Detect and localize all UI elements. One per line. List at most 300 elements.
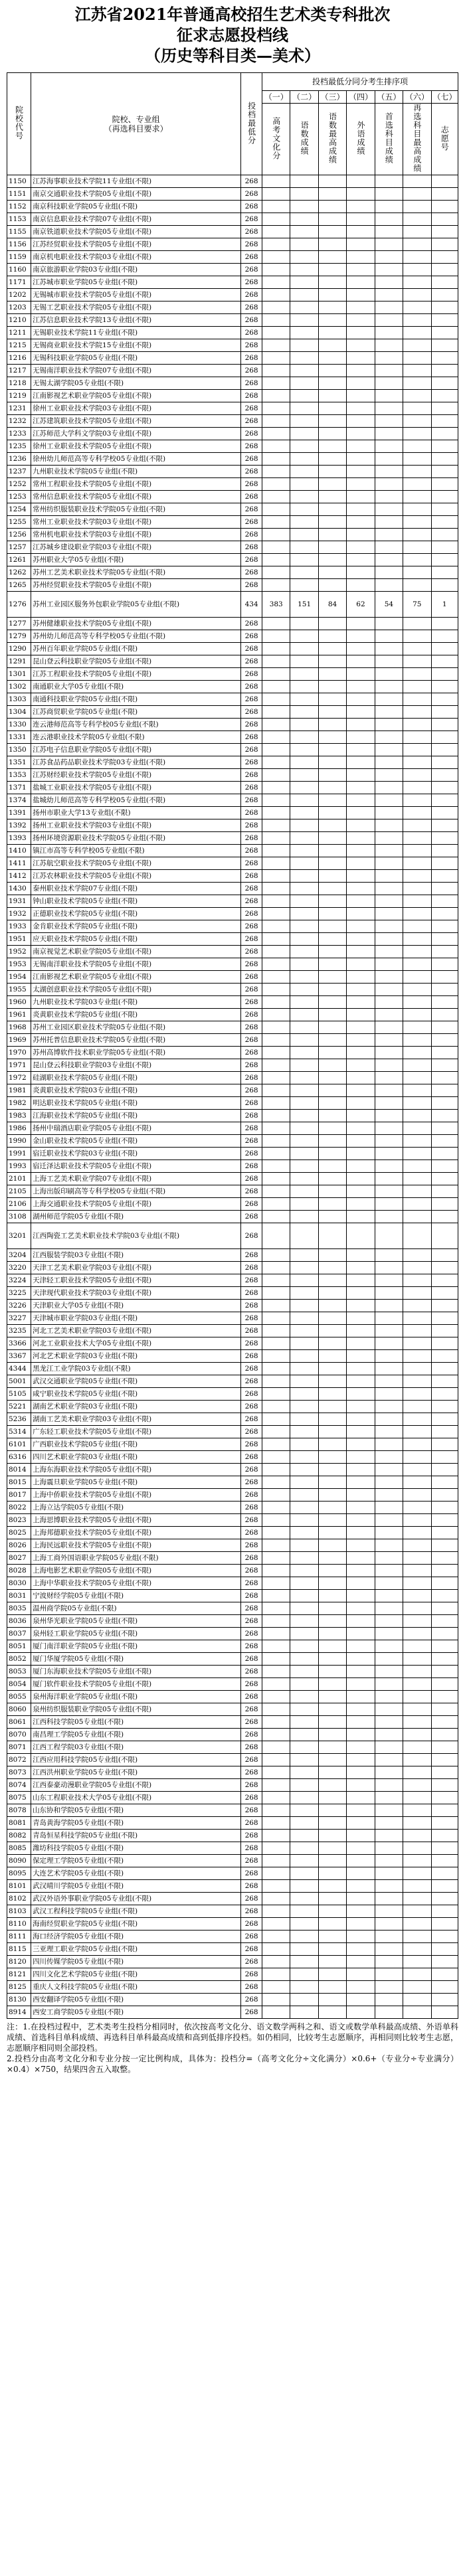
table-row — [7, 1274, 458, 1287]
row-rank-1 — [262, 1047, 290, 1059]
row-name: 上海工艺美术职业学院07专业组(不限) — [31, 1173, 241, 1185]
row-rank-3 — [318, 251, 346, 264]
row-rank-3 — [318, 1084, 346, 1097]
row-rank-6 — [403, 1830, 431, 1842]
row-name: 钟山职业技术学院05专业组(不限) — [31, 895, 241, 908]
row-rank-4 — [347, 1110, 375, 1122]
row-rank-2 — [290, 1691, 318, 1703]
row-score: 268 — [241, 1337, 262, 1350]
row-rank-2 — [290, 1148, 318, 1160]
row-score: 268 — [241, 1867, 262, 1880]
row-rank-4 — [347, 1185, 375, 1198]
row-name: 宿迁泽达职业技术学院05专业组(不限) — [31, 1160, 241, 1173]
row-rank-2 — [290, 1880, 318, 1893]
row-rank-6 — [403, 529, 431, 541]
row-rank-2 — [290, 1754, 318, 1766]
row-score: 268 — [241, 1072, 262, 1084]
row-name: 厦门软件职业技术学院05专业组(不限) — [31, 1678, 241, 1691]
row-rank-1 — [262, 1502, 290, 1514]
row-rank-7 — [431, 1703, 458, 1716]
row-code: 2101 — [7, 1173, 31, 1185]
row-rank-4 — [347, 428, 375, 440]
row-name: 镇江市高等专科学校05专业组(不限) — [31, 845, 241, 857]
row-rank-4 — [347, 1905, 375, 1918]
row-rank-6 — [403, 1931, 431, 1943]
row-rank-4 — [347, 1426, 375, 1438]
row-name: 炎黄职业技术学院03专业组(不限) — [31, 1084, 241, 1097]
row-rank-3 — [318, 1867, 346, 1880]
row-code: 1951 — [7, 933, 31, 946]
table-row — [7, 1034, 458, 1047]
row-rank-6 — [403, 1880, 431, 1893]
row-rank-2 — [290, 1198, 318, 1211]
table-row — [7, 1262, 458, 1274]
row-rank-7 — [431, 238, 458, 251]
row-rank-1 — [262, 984, 290, 996]
row-rank-7 — [431, 1211, 458, 1223]
row-rank-6 — [403, 1741, 431, 1754]
row-rank-7 — [431, 1363, 458, 1375]
row-rank-3 — [318, 1401, 346, 1413]
row-rank-1 — [262, 1312, 290, 1325]
row-code: 8095 — [7, 1867, 31, 1880]
row-rank-1 — [262, 1703, 290, 1716]
row-name: 江苏航空职业技术学院05专业组(不限) — [31, 857, 241, 870]
row-rank-5 — [375, 870, 403, 883]
row-rank-6 — [403, 618, 431, 630]
row-rank-4 — [347, 251, 375, 264]
table-row — [7, 314, 458, 327]
row-rank-7 — [431, 1135, 458, 1148]
row-rank-5 — [375, 238, 403, 251]
row-rank-1 — [262, 1021, 290, 1034]
row-score: 268 — [241, 807, 262, 819]
row-rank-3 — [318, 1804, 346, 1817]
row-rank-1 — [262, 390, 290, 402]
row-rank-7 — [431, 1274, 458, 1287]
row-rank-7 — [431, 1754, 458, 1766]
table-row — [7, 984, 458, 996]
row-rank-7 — [431, 1968, 458, 1981]
table-row — [7, 1741, 458, 1754]
row-name: 南京信息职业技术学院07专业组(不限) — [31, 213, 241, 226]
row-rank-7 — [431, 1185, 458, 1198]
row-code: 1351 — [7, 756, 31, 769]
row-code: 1993 — [7, 1160, 31, 1173]
row-name: 厦门南洋职业学院05专业组(不限) — [31, 1640, 241, 1653]
row-rank-2 — [290, 1312, 318, 1325]
row-rank-4 — [347, 1072, 375, 1084]
row-rank-6 — [403, 1640, 431, 1653]
row-rank-3 — [318, 1438, 346, 1451]
row-rank-6 — [403, 744, 431, 756]
row-rank-2 — [290, 1994, 318, 2006]
row-rank-4 — [347, 933, 375, 946]
row-rank-6 — [403, 756, 431, 769]
row-rank-5 — [375, 402, 403, 415]
row-rank-2 — [290, 1160, 318, 1173]
row-rank-1 — [262, 1337, 290, 1350]
row-rank-5 — [375, 541, 403, 554]
row-rank-2 — [290, 1905, 318, 1918]
row-rank-1 — [262, 1678, 290, 1691]
row-score: 268 — [241, 1931, 262, 1943]
table-row — [7, 1766, 458, 1779]
table-row — [7, 226, 458, 238]
row-rank-6 — [403, 1249, 431, 1262]
table-row — [7, 883, 458, 895]
row-rank-7 — [431, 478, 458, 491]
row-name: 金肯职业技术学院05专业组(不限) — [31, 920, 241, 933]
row-rank-1 — [262, 1931, 290, 1943]
row-score: 268 — [241, 1527, 262, 1539]
row-rank-6 — [403, 264, 431, 276]
row-code: 1252 — [7, 478, 31, 491]
row-rank-5 — [375, 1489, 403, 1502]
row-rank-1 — [262, 415, 290, 428]
row-rank-3 — [318, 1653, 346, 1666]
row-score: 268 — [241, 870, 262, 883]
row-rank-5 — [375, 1905, 403, 1918]
row-rank-4 — [347, 415, 375, 428]
row-score: 268 — [241, 1615, 262, 1628]
row-rank-5 — [375, 566, 403, 579]
row-rank-6 — [403, 857, 431, 870]
row-code: 1301 — [7, 668, 31, 681]
row-code: 1155 — [7, 226, 31, 238]
row-code: 1253 — [7, 491, 31, 503]
row-code: 3225 — [7, 1287, 31, 1300]
row-score: 268 — [241, 1300, 262, 1312]
row-rank-6 — [403, 466, 431, 478]
row-code: 8028 — [7, 1565, 31, 1577]
row-name: 广西职业技术学院05专业组(不限) — [31, 1438, 241, 1451]
row-rank-3 — [318, 845, 346, 857]
row-rank-4 — [347, 1274, 375, 1287]
row-rank-7 — [431, 1401, 458, 1413]
row-name: 江苏农林职业技术学院05专业组(不限) — [31, 870, 241, 883]
row-rank-6 — [403, 327, 431, 339]
row-rank-3 — [318, 478, 346, 491]
row-rank-3 — [318, 201, 346, 213]
row-rank-6 — [403, 1160, 431, 1173]
row-code: 8015 — [7, 1476, 31, 1489]
header-tiebreak: 投档最低分同分考生排序项 — [262, 73, 458, 91]
row-rank-1 — [262, 352, 290, 365]
row-code: 1203 — [7, 301, 31, 314]
row-score: 268 — [241, 782, 262, 794]
row-rank-7 — [431, 706, 458, 719]
row-rank-3: 84 — [318, 592, 346, 618]
row-rank-5 — [375, 1653, 403, 1666]
row-rank-2 — [290, 996, 318, 1009]
table-row — [7, 1918, 458, 1931]
header-rank-6: （六） — [403, 91, 431, 104]
row-code: 1256 — [7, 529, 31, 541]
row-score: 268 — [241, 719, 262, 731]
row-rank-7 — [431, 352, 458, 365]
row-rank-6 — [403, 1350, 431, 1363]
row-rank-7 — [431, 1312, 458, 1325]
row-code: 1202 — [7, 289, 31, 301]
row-rank-4 — [347, 1223, 375, 1249]
row-rank-4 — [347, 1337, 375, 1350]
row-rank-6 — [403, 655, 431, 668]
row-rank-2 — [290, 794, 318, 807]
row-rank-2 — [290, 377, 318, 390]
row-rank-5 — [375, 1009, 403, 1021]
row-name: 江苏城市职业学院05专业组(不限) — [31, 276, 241, 289]
row-rank-3 — [318, 1122, 346, 1135]
row-score: 268 — [241, 1274, 262, 1287]
row-rank-4 — [347, 1830, 375, 1842]
row-rank-6 — [403, 1211, 431, 1223]
row-name: 苏州幼儿师范高等专科学校05专业组(不限) — [31, 630, 241, 643]
row-name: 厦门华厦学院05专业组(不限) — [31, 1653, 241, 1666]
row-score: 268 — [241, 1021, 262, 1034]
row-rank-1 — [262, 1527, 290, 1539]
row-rank-2 — [290, 1388, 318, 1401]
row-rank-3 — [318, 1678, 346, 1691]
row-rank-2 — [290, 958, 318, 971]
row-score: 268 — [241, 188, 262, 201]
row-rank-5 — [375, 1577, 403, 1590]
row-rank-7 — [431, 327, 458, 339]
row-rank-7 — [431, 1842, 458, 1855]
row-code: 8130 — [7, 1994, 31, 2006]
row-rank-5 — [375, 175, 403, 188]
row-rank-3 — [318, 1943, 346, 1956]
row-rank-7 — [431, 1994, 458, 2006]
row-score: 268 — [241, 453, 262, 466]
row-rank-5 — [375, 1325, 403, 1337]
row-rank-1 — [262, 870, 290, 883]
row-rank-6 — [403, 1842, 431, 1855]
row-code: 8052 — [7, 1653, 31, 1666]
row-rank-5 — [375, 946, 403, 958]
row-rank-4 — [347, 1842, 375, 1855]
header-name — [31, 73, 241, 175]
table-row — [7, 794, 458, 807]
row-rank-1 — [262, 1173, 290, 1185]
row-rank-6 — [403, 1981, 431, 1994]
row-rank-6 — [403, 1097, 431, 1110]
row-name: 重庆人文科技学院05专业组(不限) — [31, 1981, 241, 1994]
row-rank-6 — [403, 1703, 431, 1716]
row-rank-1 — [262, 744, 290, 756]
row-rank-5 — [375, 1350, 403, 1363]
row-rank-6 — [403, 1855, 431, 1867]
row-rank-5 — [375, 1615, 403, 1628]
row-rank-2 — [290, 1287, 318, 1300]
row-score: 268 — [241, 1716, 262, 1729]
row-rank-6 — [403, 1325, 431, 1337]
row-rank-2 — [290, 516, 318, 529]
row-rank-3 — [318, 996, 346, 1009]
row-name: 连云港职业技术学院05专业组(不限) — [31, 731, 241, 744]
row-score: 268 — [241, 832, 262, 845]
row-rank-6 — [403, 352, 431, 365]
row-rank-3 — [318, 1337, 346, 1350]
row-rank-7 — [431, 1148, 458, 1160]
row-rank-4 — [347, 996, 375, 1009]
table-row — [7, 276, 458, 289]
row-rank-6 — [403, 1792, 431, 1804]
row-rank-6 — [403, 706, 431, 719]
row-name: 明达职业技术学院05专业组(不限) — [31, 1097, 241, 1110]
row-score: 268 — [241, 1451, 262, 1464]
row-rank-4 — [347, 895, 375, 908]
row-rank-1 — [262, 1716, 290, 1729]
row-rank-7 — [431, 1072, 458, 1084]
row-rank-7 — [431, 365, 458, 377]
row-rank-2 — [290, 971, 318, 984]
row-rank-4 — [347, 1084, 375, 1097]
row-rank-6 — [403, 1438, 431, 1451]
table-row — [7, 466, 458, 478]
row-name: 扬州中瑞酒店职业学院05专业组(不限) — [31, 1122, 241, 1135]
row-rank-3 — [318, 1489, 346, 1502]
row-rank-7 — [431, 1325, 458, 1337]
table-row — [7, 1312, 458, 1325]
row-name: 武汉工程科技学院05专业组(不限) — [31, 1905, 241, 1918]
row-rank-6 — [403, 339, 431, 352]
row-rank-3 — [318, 1918, 346, 1931]
row-name: 江苏建筑职业技术学院05专业组(不限) — [31, 415, 241, 428]
row-rank-2 — [290, 1527, 318, 1539]
row-rank-7 — [431, 1830, 458, 1842]
row-name: 湖南艺术职业学院03专业组(不限) — [31, 1401, 241, 1413]
row-rank-5 — [375, 276, 403, 289]
row-rank-5 — [375, 719, 403, 731]
row-rank-4 — [347, 971, 375, 984]
row-rank-4 — [347, 1148, 375, 1160]
row-rank-4 — [347, 1943, 375, 1956]
row-name: 青岛恒星科技学院05专业组(不限) — [31, 1830, 241, 1842]
row-name: 保定理工学院05专业组(不限) — [31, 1855, 241, 1867]
row-rank-5 — [375, 1565, 403, 1577]
row-rank-5 — [375, 1956, 403, 1968]
row-rank-3 — [318, 1514, 346, 1527]
row-rank-1 — [262, 1148, 290, 1160]
row-rank-7 — [431, 1300, 458, 1312]
row-rank-4 — [347, 1918, 375, 1931]
row-rank-1 — [262, 1817, 290, 1830]
row-rank-4 — [347, 2006, 375, 2019]
row-rank-3 — [318, 1691, 346, 1703]
title-block — [7, 4, 458, 66]
row-rank-3 — [318, 1956, 346, 1968]
row-rank-4 — [347, 541, 375, 554]
row-rank-6 — [403, 1287, 431, 1300]
table-row — [7, 1968, 458, 1981]
row-rank-4 — [347, 807, 375, 819]
row-rank-7 — [431, 1729, 458, 1741]
row-rank-3 — [318, 415, 346, 428]
table-row — [7, 1703, 458, 1716]
row-rank-1 — [262, 1779, 290, 1792]
row-rank-2 — [290, 769, 318, 782]
table-row — [7, 327, 458, 339]
table-row — [7, 1804, 458, 1817]
row-rank-5 — [375, 1388, 403, 1401]
row-rank-6 — [403, 883, 431, 895]
row-rank-4 — [347, 769, 375, 782]
row-rank-6 — [403, 1691, 431, 1703]
table-row — [7, 933, 458, 946]
row-name: 广东轻工职业技术学院05专业组(不限) — [31, 1426, 241, 1438]
row-rank-2 — [290, 643, 318, 655]
table-row — [7, 832, 458, 845]
row-rank-2 — [290, 339, 318, 352]
row-rank-7 — [431, 693, 458, 706]
title-line-1: 江苏省2021年普通高校招生艺术类专科批次 — [74, 5, 391, 24]
row-code: 6316 — [7, 1451, 31, 1464]
row-rank-5 — [375, 1476, 403, 1489]
row-code: 1991 — [7, 1148, 31, 1160]
table-row — [7, 1842, 458, 1855]
row-rank-5 — [375, 1185, 403, 1198]
row-name: 天津职业大学05专业组(不限) — [31, 1300, 241, 1312]
row-rank-1 — [262, 1880, 290, 1893]
row-code: 8071 — [7, 1741, 31, 1754]
row-code: 8054 — [7, 1678, 31, 1691]
row-rank-2 — [290, 1135, 318, 1148]
row-rank-3 — [318, 1325, 346, 1337]
table-row — [7, 1438, 458, 1451]
row-rank-3 — [318, 908, 346, 920]
row-rank-7 — [431, 1122, 458, 1135]
row-name: 九州职业技术学院03专业组(不限) — [31, 996, 241, 1009]
row-name: 湖南工艺美术职业学院03专业组(不限) — [31, 1413, 241, 1426]
row-code: 8036 — [7, 1615, 31, 1628]
row-code: 1952 — [7, 946, 31, 958]
table-row — [7, 706, 458, 719]
row-score: 268 — [241, 1464, 262, 1476]
row-name: 常州工程职业技术学院05专业组(不限) — [31, 478, 241, 491]
row-rank-5 — [375, 996, 403, 1009]
row-rank-5 — [375, 756, 403, 769]
row-rank-3 — [318, 706, 346, 719]
row-rank-2 — [290, 1262, 318, 1274]
row-rank-1 — [262, 1691, 290, 1703]
row-rank-3 — [318, 1160, 346, 1173]
row-score: 268 — [241, 895, 262, 908]
row-code: 8026 — [7, 1539, 31, 1552]
row-code: 1353 — [7, 769, 31, 782]
row-rank-5 — [375, 1792, 403, 1804]
header-rank-2: （二） — [290, 91, 318, 104]
table-row — [7, 681, 458, 693]
row-score: 268 — [241, 1577, 262, 1590]
row-rank-5 — [375, 314, 403, 327]
table-row — [7, 719, 458, 731]
row-rank-6 — [403, 1729, 431, 1741]
row-rank-2 — [290, 1097, 318, 1110]
row-rank-1 — [262, 314, 290, 327]
row-rank-7 — [431, 1198, 458, 1211]
row-rank-7 — [431, 491, 458, 503]
row-rank-4 — [347, 327, 375, 339]
row-rank-1 — [262, 1363, 290, 1375]
row-code: 8055 — [7, 1691, 31, 1703]
row-rank-4 — [347, 1262, 375, 1274]
row-rank-4 — [347, 1867, 375, 1880]
row-rank-7 — [431, 1893, 458, 1905]
row-code: 8075 — [7, 1792, 31, 1804]
row-rank-5 — [375, 920, 403, 933]
table-row — [7, 1300, 458, 1312]
